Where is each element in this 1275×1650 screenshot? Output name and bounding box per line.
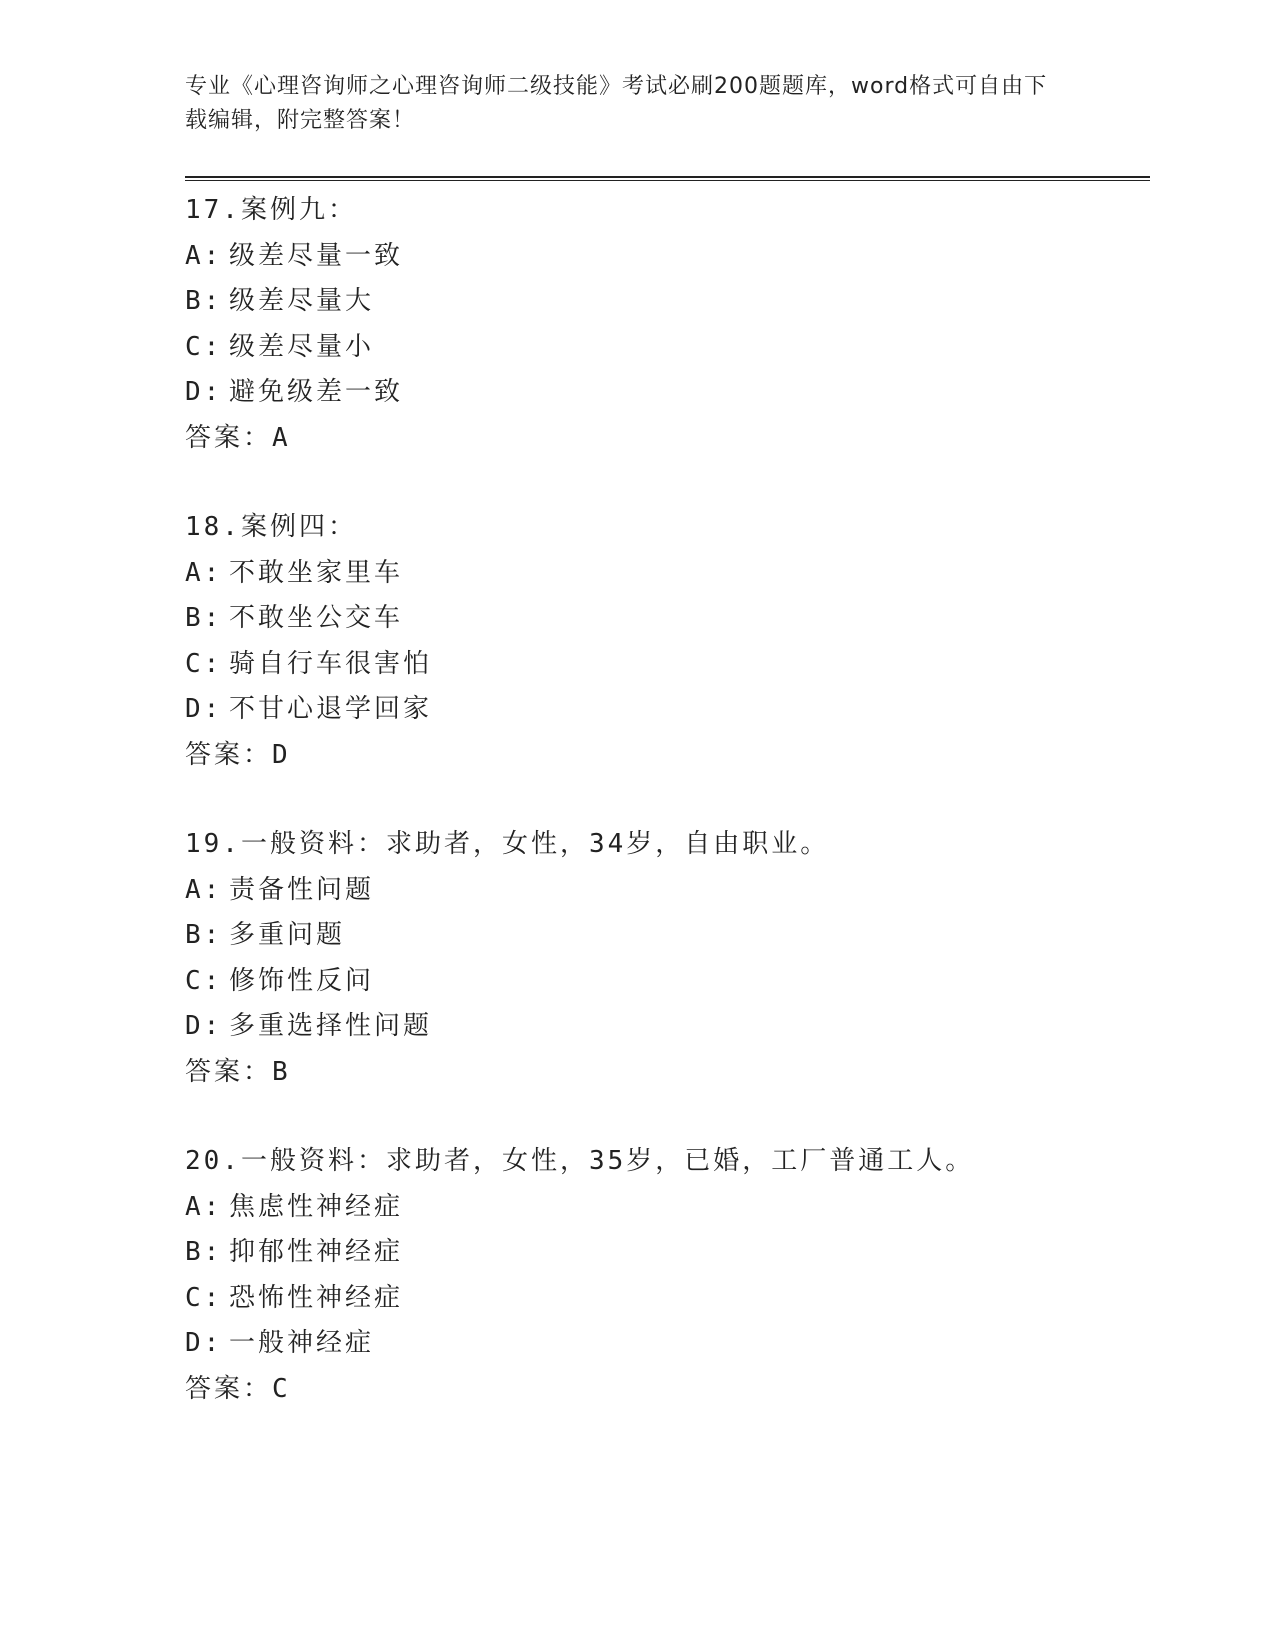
option-row (185, 325, 1145, 371)
answer-row (185, 1367, 1145, 1413)
option-row (185, 1185, 1145, 1231)
header-divider-thin (185, 180, 1150, 181)
question-list (185, 188, 1145, 1456)
option-row (185, 596, 1145, 642)
option-text: 多重问题 (229, 920, 346, 950)
option-row (185, 959, 1145, 1005)
answer-row (185, 733, 1145, 779)
question-block-17 (185, 188, 1145, 461)
option-text: 一般神经症 (229, 1328, 375, 1358)
option-text: 不敢坐家里车 (229, 557, 404, 588)
option-text: 级差尽量一致 (229, 240, 404, 271)
option-key: C: (185, 648, 223, 679)
option-row (185, 370, 1145, 416)
question-stem: 19.一般资料：求助者，女性，34岁，自由职业。 (185, 829, 830, 859)
option-text: 级差尽量大 (229, 286, 375, 316)
option-key: B: (185, 1237, 223, 1267)
option-row (185, 687, 1145, 733)
answer-label: 答案： (185, 422, 273, 453)
option-text: 抑郁性神经症 (229, 1237, 404, 1267)
option-row (185, 913, 1145, 959)
option-key: C: (185, 965, 223, 996)
option-row (185, 551, 1145, 597)
question-stem: 17.案例九： (185, 195, 357, 225)
header-divider (185, 176, 1150, 178)
answer-value: D (272, 739, 291, 770)
option-text: 修饰性反问 (229, 965, 375, 996)
option-text: 焦虑性神经症 (229, 1191, 404, 1222)
option-row (185, 868, 1145, 914)
option-key: C: (185, 331, 223, 362)
option-key: D: (185, 694, 223, 724)
question-stem: 20.一般资料：求助者，女性，35岁，已婚，工厂普通工人。 (185, 1146, 975, 1176)
option-key: B: (185, 603, 223, 633)
answer-row (185, 1050, 1145, 1096)
answer-row (185, 416, 1145, 462)
option-text: 恐怖性神经症 (229, 1282, 404, 1313)
option-key: A: (185, 1191, 223, 1222)
option-key: A: (185, 874, 223, 905)
option-key: C: (185, 1282, 223, 1313)
answer-label: 答案： (185, 1373, 273, 1404)
option-row (185, 234, 1145, 280)
option-text: 级差尽量小 (229, 331, 375, 362)
option-text: 骑自行车很害怕 (229, 648, 433, 679)
question-block-19 (185, 822, 1145, 1095)
option-key: D: (185, 1011, 223, 1041)
answer-label: 答案： (185, 1056, 273, 1087)
answer-value: B (272, 1056, 291, 1087)
option-row (185, 1321, 1145, 1367)
option-key: D: (185, 1328, 223, 1358)
option-key: B: (185, 920, 223, 950)
question-block-18 (185, 505, 1145, 778)
answer-value: A (272, 422, 291, 453)
option-text: 责备性问题 (229, 874, 375, 905)
option-key: A: (185, 240, 223, 271)
option-row (185, 1004, 1145, 1050)
option-row (185, 642, 1145, 688)
answer-value: C (272, 1373, 291, 1404)
option-row (185, 1230, 1145, 1276)
question-stem: 18.案例四： (185, 512, 357, 542)
option-row (185, 279, 1145, 325)
option-text: 多重选择性问题 (229, 1011, 433, 1041)
answer-label: 答案： (185, 739, 273, 770)
option-text: 不甘心退学回家 (229, 694, 433, 724)
option-key: A: (185, 557, 223, 588)
document-header: 专业《心理咨询师之心理咨询师二级技能》考试必刷200题题库，word格式可自由下载编辑，附完整答案！ (185, 74, 1048, 133)
option-key: B: (185, 286, 223, 316)
option-text: 不敢坐公交车 (229, 603, 404, 633)
option-text: 避免级差一致 (229, 377, 404, 407)
option-row (185, 1276, 1145, 1322)
option-key: D: (185, 377, 223, 407)
question-block-20 (185, 1139, 1145, 1412)
